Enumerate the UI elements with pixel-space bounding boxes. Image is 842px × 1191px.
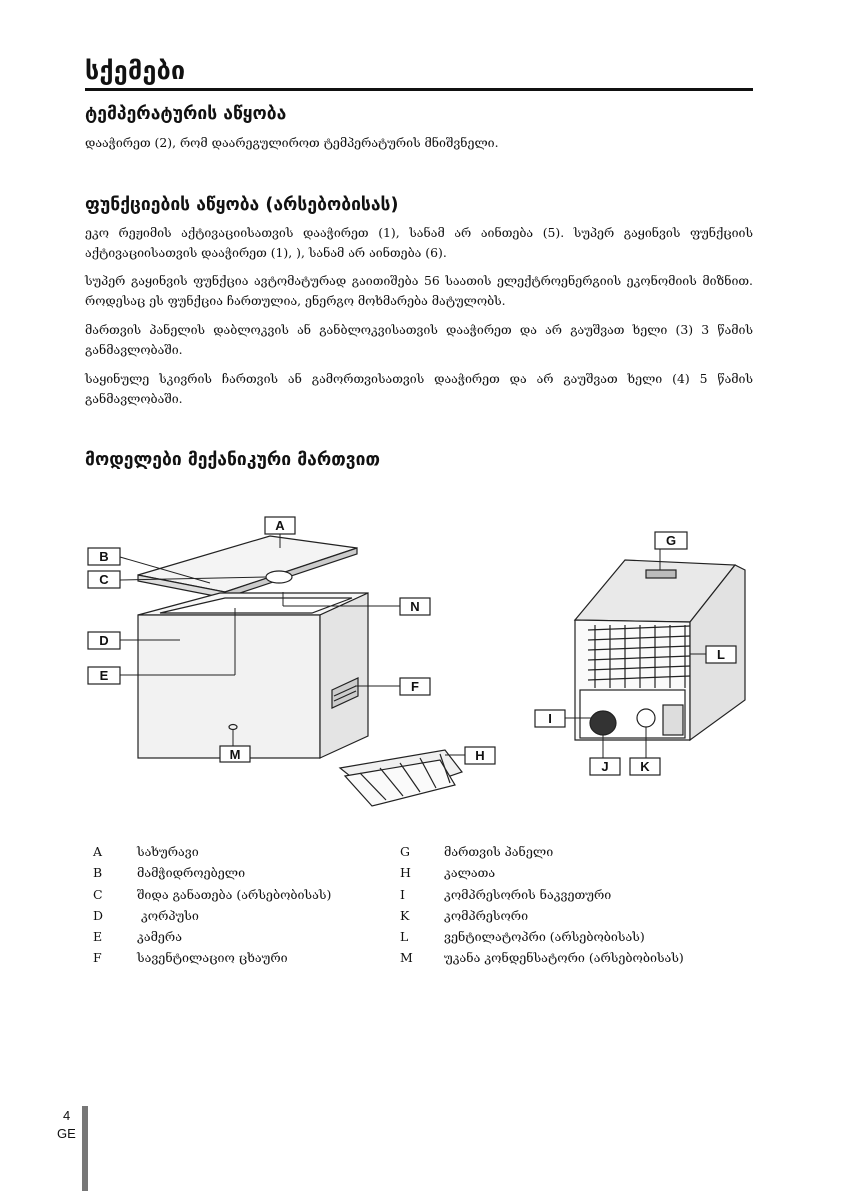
- page-number: 4: [63, 1108, 71, 1123]
- paragraph-functions-4: საყინულე სკივრის ჩართვის ან გამორთვისათვის დააჭირეთ და არ გაუშვათ ხელი (4) 5 წამის განმავლობაში.: [85, 371, 753, 406]
- paragraph-functions-2: სუპერ გაყინვის ფუნქცია ავტომატურად გაითიშება 56 საათის ელექტროენერგიის ეკონომიის მიზნით. როდესაც ეს ფუნქცია ჩართულია, ენერგო მოხმარება მატულობს.: [85, 273, 753, 308]
- legend-key: L: [400, 929, 409, 945]
- legend-row: [400, 884, 684, 905]
- paragraph-temperature: დააჭირეთ (2), რომ დაარეგულიროთ ტემპერატურის მნიშვნელი.: [85, 135, 499, 150]
- legend-key: K: [400, 907, 410, 923]
- legend-text: ვენტილატოპრი (არსებობისას): [444, 929, 645, 945]
- page-edge-bar: [82, 1106, 88, 1191]
- legend-text: კალათა: [444, 865, 496, 881]
- legend-key: F: [93, 950, 102, 966]
- label-C: C: [99, 572, 109, 587]
- heading-temperature: ტემპერატურის აწყობა: [85, 104, 287, 124]
- legend-row: [400, 841, 684, 862]
- heading-functions: ფუნქციების აწყობა (არსებობისას): [85, 195, 399, 215]
- legend-left: [93, 841, 331, 969]
- legend-row: [400, 905, 684, 926]
- label-H: H: [475, 748, 485, 763]
- legend-text: კომპრესორი: [444, 907, 529, 923]
- language-code: GE: [57, 1126, 76, 1141]
- legend-text: კომპრესორის ნაკვეთური: [444, 886, 612, 902]
- legend-key: M: [400, 950, 413, 966]
- legend-row: [400, 926, 684, 947]
- legend-key: E: [93, 929, 103, 945]
- legend-text: მართვის პანელი: [444, 844, 554, 859]
- legend-text: უკანა კონდენსატორი (არსებობისას): [444, 950, 684, 966]
- legend-row: [93, 862, 331, 883]
- label-D: D: [99, 633, 109, 648]
- legend-text: შიდა განათება (არსებობისას): [137, 886, 332, 902]
- label-B: B: [99, 549, 109, 564]
- page-title: სქემები: [85, 56, 186, 85]
- heading-models: მოდელები მექანიკური მართვით: [85, 450, 380, 470]
- label-L: L: [717, 647, 725, 662]
- label-F: F: [411, 679, 419, 694]
- label-E: E: [99, 668, 109, 683]
- legend-row: [400, 947, 684, 968]
- legend-text: მამჭიდროებელი: [137, 865, 246, 881]
- legend-right: [400, 841, 684, 969]
- paragraph-functions-3: მართვის პანელის დაბლოკვის ან განბლოკვისათვის დააჭირეთ და არ გაუშვათ ხელი (3) 3 წამის განმავლობაში.: [85, 322, 753, 357]
- legend-key: C: [93, 886, 103, 902]
- label-I: I: [548, 711, 552, 726]
- label-M: M: [229, 747, 241, 762]
- legend-row: [93, 905, 331, 926]
- legend-key: H: [400, 865, 411, 881]
- legend-key: G: [400, 844, 410, 859]
- label-N: N: [410, 599, 420, 614]
- label-J: J: [601, 759, 609, 774]
- legend-text: კამერა: [137, 929, 182, 945]
- label-K: K: [640, 759, 650, 774]
- paragraph-functions-1: ეკო რეჟიმის აქტივაციისათვის დააჭირეთ (1), სანამ არ აინთება (5). სუპერ გაყინვის ფუნქციის აქტივაციისათვის დააჭირეთ (1), ), სანამ არ აინთება (6).: [85, 225, 753, 260]
- legend-key: D: [93, 907, 104, 923]
- legend-row: [93, 884, 331, 905]
- legend-key: A: [93, 844, 103, 859]
- legend-row: [400, 862, 684, 883]
- legend-row: [93, 841, 331, 862]
- label-A: A: [275, 518, 285, 533]
- legend-key: I: [400, 886, 405, 902]
- legend-text: სავენტილაციო ცხაური: [137, 950, 288, 966]
- label-G: G: [665, 533, 677, 548]
- legend-key: B: [93, 865, 103, 881]
- legend-row: [93, 947, 331, 968]
- legend-row: [93, 926, 331, 947]
- legend-text: კორპუსი: [137, 907, 199, 923]
- legend-text: სახურავი: [137, 844, 199, 859]
